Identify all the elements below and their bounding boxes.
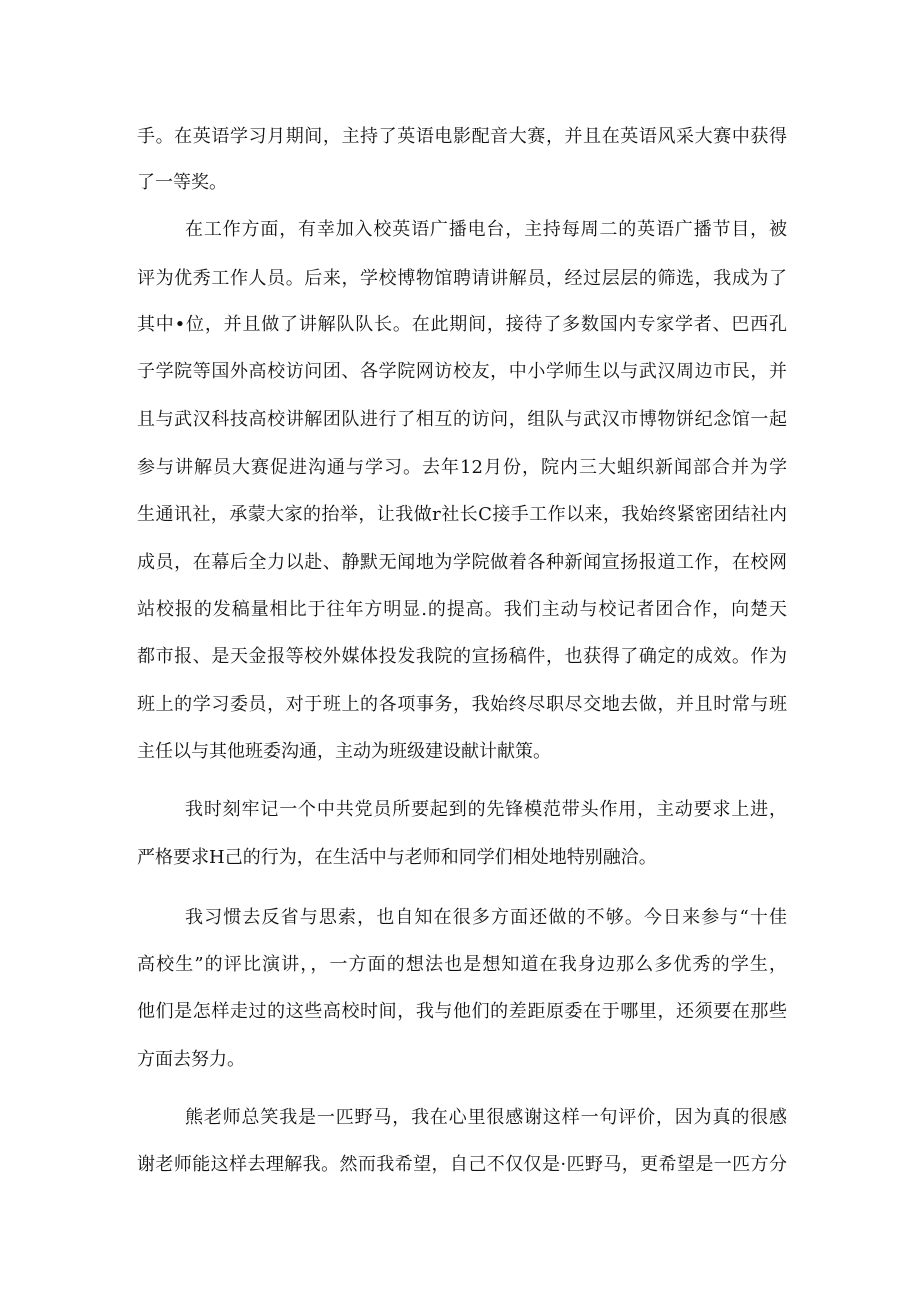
text-line: 都市报、是天金报等校外媒体投发我院的宣扬稿件，也获得了确定的成效。作为 <box>137 646 787 667</box>
text-line: 成员，在幕后全力以赴、静默无闻地为学院做着各种新闻宣扬报道工作，在校网 <box>137 552 787 573</box>
text-line: 谢老师能这样去理解我。然而我希望，自己不仅仅是·匹野马，更希望是一匹方分 <box>137 1154 787 1175</box>
text-line: 参与讲解员大赛促进沟通与学习。去年12月份，院内三大蛆织新闻部合并为学 <box>137 457 787 478</box>
text-line: 我时刻牢记一个中共党员所要起到的先锋模范带头作用，主动要求上进， <box>185 799 787 820</box>
text-line: 班上的学习委员，对于班上的各项事务，我始终尽职尽交地去做，并且时常与班 <box>137 694 787 715</box>
text-line: 了一等奖。 <box>137 172 227 193</box>
text-line: 评为优秀工作人员。后来，学校博物馆聘请讲解员，经过层层的筛选，我成为了 <box>137 268 787 289</box>
text-line: 主任以与其他班委沟通，主动为班级建设献计献策。 <box>137 741 551 762</box>
text-line: 在工作方面，有幸加入校英语广播电台，主持每周二的英语广播节目，被 <box>185 219 787 240</box>
text-line: 我习惯去反省与思索，也自知在很多方面还做的不够。今日来参与“十佳 <box>185 907 787 928</box>
text-line: 生通讯社，承蒙大家的抬举，让我做r社长C接手工作以来，我始终紧密团结社内 <box>137 504 787 525</box>
text-line: 方面去努力。 <box>137 1049 245 1070</box>
text-line: 高校生”的评比演讲，，一方面的想法也是想知道在我身边那么多优秀的学生， <box>137 954 787 975</box>
text-line: 他们是怎样走过的这些高校时间，我与他们的差距原委在于哪里，还须要在那些 <box>137 1001 787 1022</box>
text-line: 其中•位，并且做了讲解队队长。在此期间，接待了多数国内专家学者、巴西孔 <box>137 314 787 335</box>
text-line: 站校报的发稿量相比于往年方明显.的提高。我们主动与校记者团合作，向楚天 <box>137 599 787 620</box>
text-line: 熊老师总笑我是一匹野马，我在心里很感谢这样一句评价，因为真的很感 <box>185 1107 787 1128</box>
text-line: 子学院等国外高校访问团、各学院网访校友，中小学师生以与武汉周边市民，并 <box>137 361 787 382</box>
text-line: 严格要求H己的行为，在生活中与老师和同学们相处地特别融洽。 <box>137 847 657 868</box>
text-line: 手。在英语学习月期间，主持了英语电影配音大赛，并且在英语风采大赛中获得 <box>137 126 787 147</box>
text-line: 且与武汉科技高校讲解团队进行了相互的访问，组队与武汉市博物饼纪念馆一起 <box>137 409 787 430</box>
